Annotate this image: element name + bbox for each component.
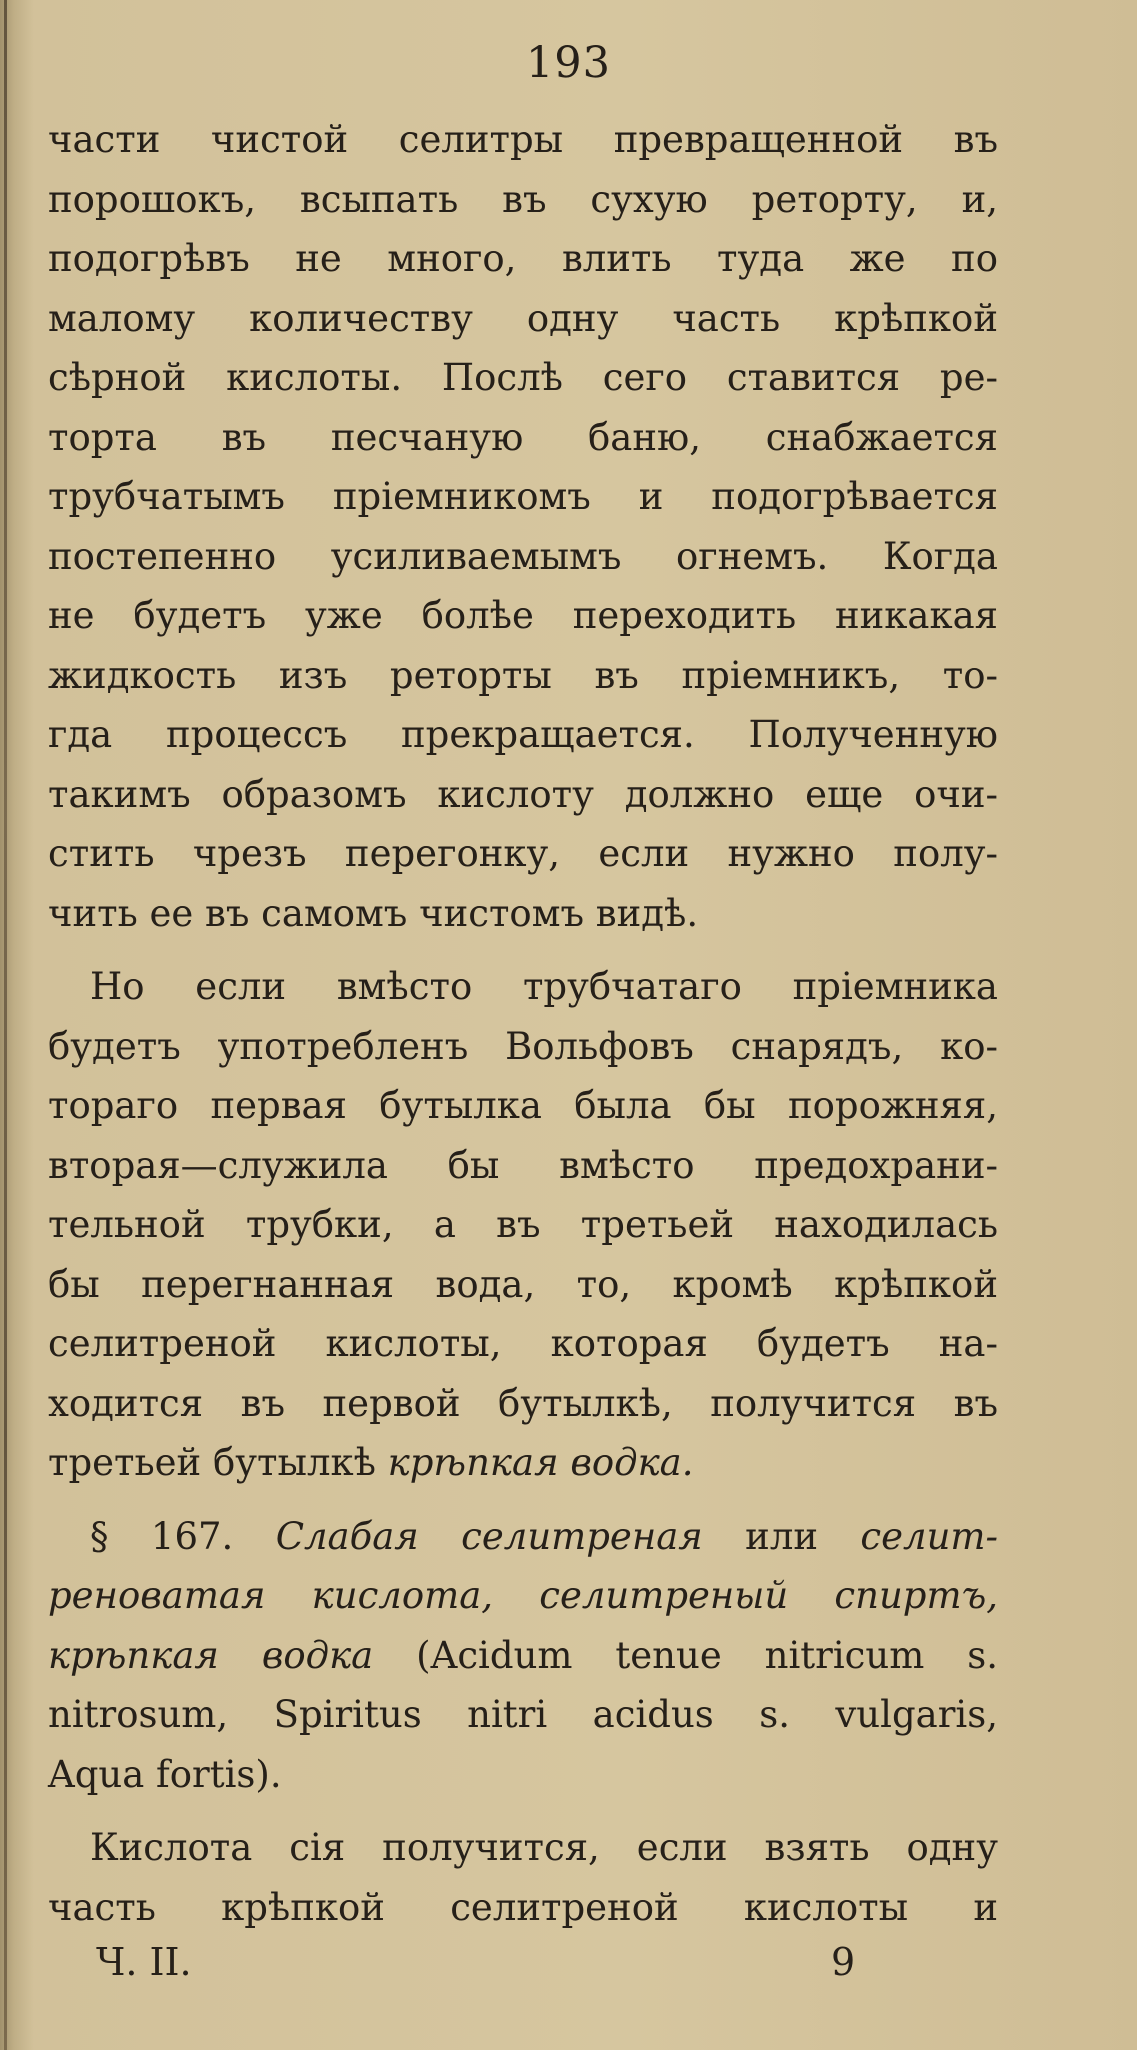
paragraph-gap (48, 943, 998, 957)
text-line: тельной трубки, а въ третьей находилась (48, 1203, 998, 1246)
signature-number: 9 (831, 1940, 856, 1984)
text-line: Кислота сія получится, если взять одну (90, 1826, 998, 1869)
text-line: торта въ песчаную баню, снабжается (48, 415, 998, 459)
latin-name: (Acidum tenue nitricum s. (373, 1633, 998, 1677)
body-text (48, 110, 998, 1937)
text-line: гда процессъ прекращается. Полученную (48, 713, 998, 756)
section-line (48, 1507, 998, 1567)
italic-term: крѣпкая водка (48, 1633, 374, 1677)
text-line: ходится въ первой бутылкѣ, получится въ (48, 1381, 998, 1425)
text-line: тораго первая бутылка была бы порожняя, (48, 1084, 998, 1127)
paragraph-gap (48, 1493, 998, 1507)
section-line: nitrosum, Spiritus nitri acidus s. vulgaris, (48, 1693, 998, 1736)
section-line: реноватая кислота, селитреный спиртъ, (48, 1574, 998, 1617)
text-line: подогрѣвъ не много, влить туда же по (48, 237, 998, 280)
text-line: Но если вмѣсто трубчатаго пріемника (90, 965, 998, 1008)
text-line: жидкость изъ реторты въ пріемникъ, то- (48, 653, 998, 697)
text-line: такимъ образомъ кислоту должно еще очи- (48, 772, 998, 816)
paragraph-gap (48, 1804, 998, 1818)
section-line (48, 1626, 998, 1686)
text-line: бы перегнанная вода, то, кромѣ крѣпкой (48, 1262, 998, 1306)
section-line: Aqua fortis). (48, 1752, 282, 1796)
text-line: постепенно усиливаемымъ огнемъ. Когда (48, 534, 998, 578)
signature-mark: Ч. II. (96, 1940, 192, 1984)
line-text: третьей бутылкѣ (48, 1441, 388, 1484)
text-line: селитреной кислоты, которая будетъ на- (48, 1322, 998, 1365)
text-line: малому количеству одну часть крѣпкой (48, 296, 998, 340)
paragraph-4 (48, 1818, 998, 1937)
text-line: сѣрной кислоты. Послѣ сего ставится ре- (48, 356, 998, 399)
text-line: стить чрезъ перегонку, если нужно полу- (48, 832, 998, 875)
page-binding-edge (4, 0, 7, 2050)
text-line: чить ее въ самомъ чистомъ видѣ. (48, 891, 699, 935)
text-line: части чистой селитры превращенной въ (48, 118, 998, 161)
section-number: § 167. (90, 1514, 276, 1558)
italic-term: селит- (860, 1514, 998, 1558)
text-line: будетъ употребленъ Вольфовъ снарядъ, ко- (48, 1024, 998, 1068)
text-line: порошокъ, всыпать въ сухую реторту, и, (48, 177, 998, 221)
paragraph-1 (48, 110, 998, 943)
text-line: трубчатымъ пріемникомъ и подогрѣвается (48, 475, 998, 518)
text-line (48, 1433, 998, 1493)
italic-term: крѣпкая водка. (387, 1441, 694, 1484)
text-line: часть крѣпкой селитреной кислоты и (48, 1885, 998, 1929)
italic-term: Слабая селитреная (275, 1514, 703, 1558)
text-line: вторая—служила бы вмѣсто предохрани- (48, 1143, 998, 1187)
page-number: 193 (525, 38, 612, 88)
line-text: или (702, 1514, 861, 1558)
paragraph-2 (48, 957, 998, 1493)
text-line: не будетъ уже болѣе переходить никакая (48, 594, 998, 637)
section-167-heading (48, 1507, 998, 1805)
